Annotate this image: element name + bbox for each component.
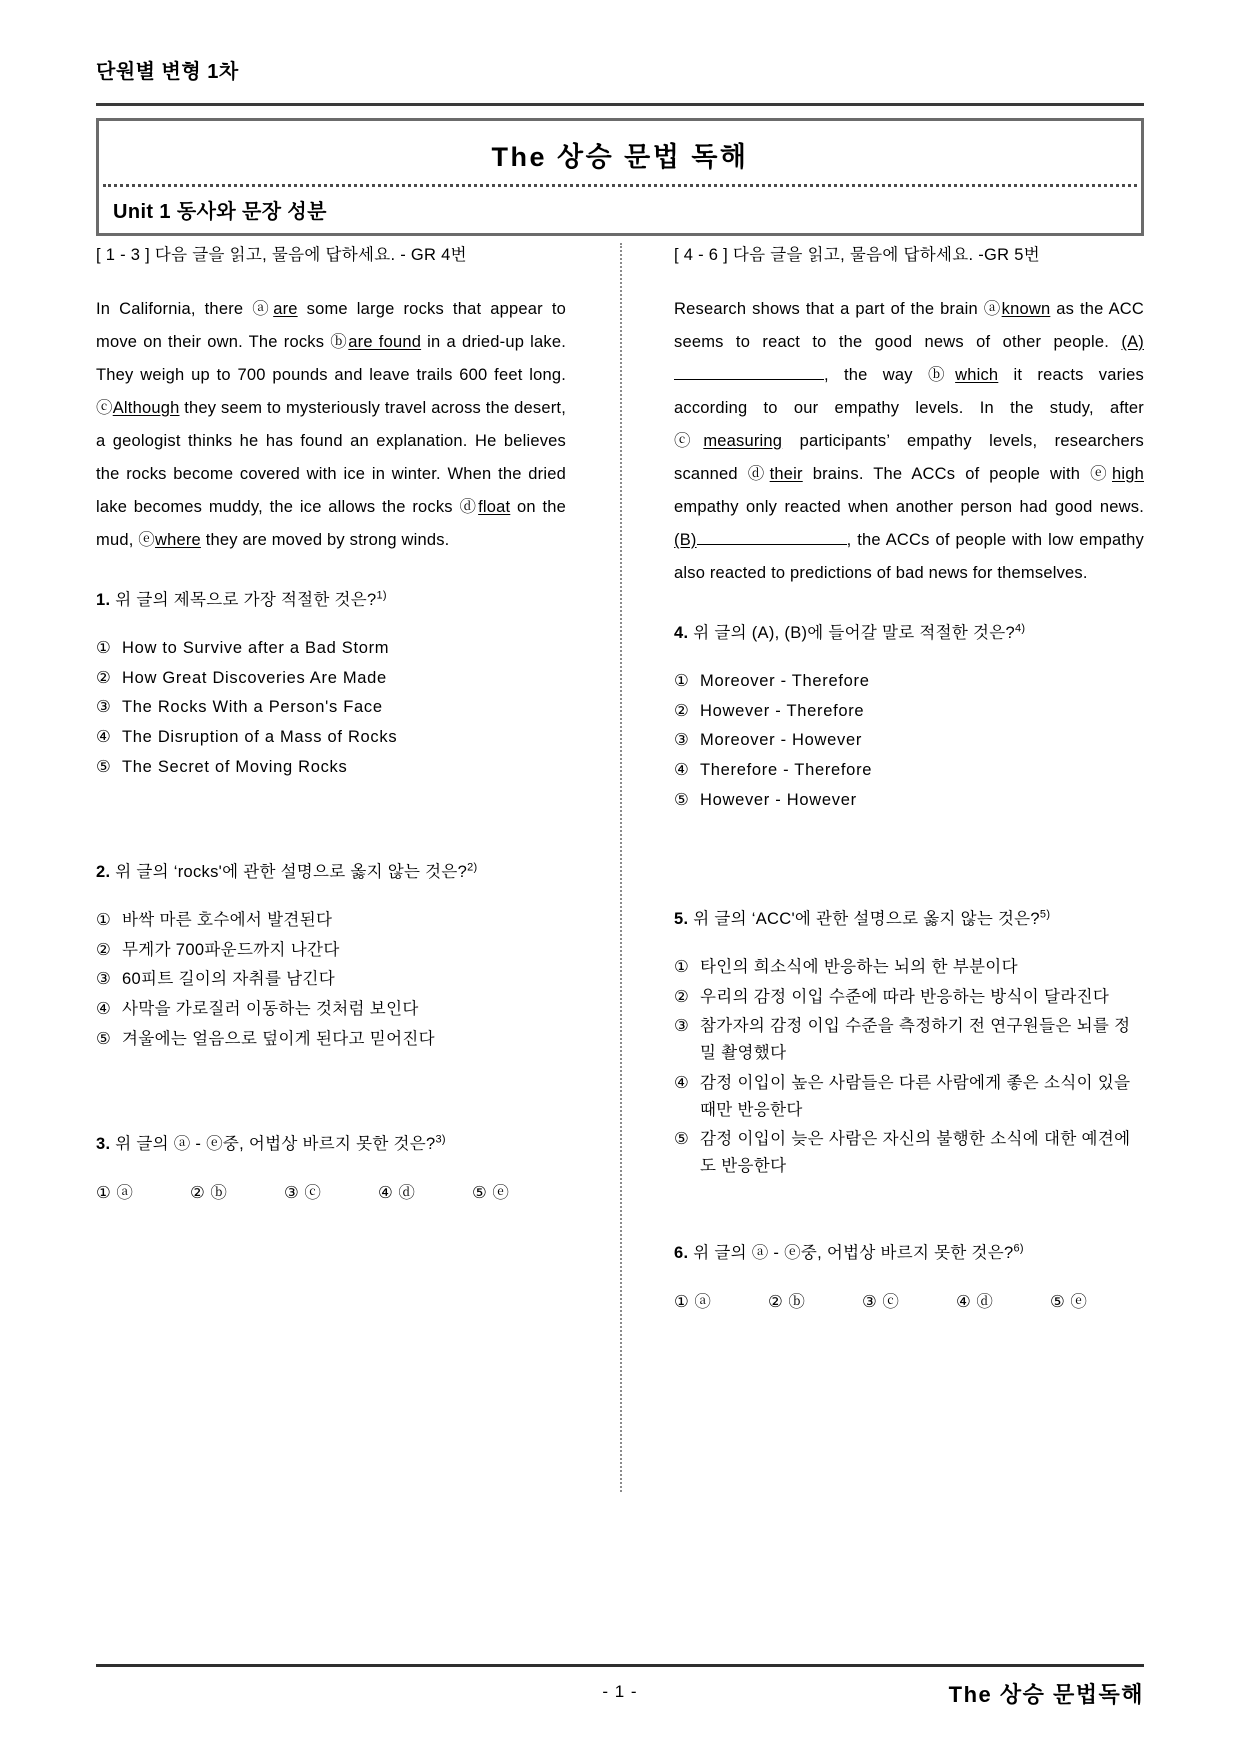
option-marker: ② xyxy=(674,701,690,720)
answer-choice[interactable]: ④ ⓓ xyxy=(956,1293,994,1312)
option-item[interactable] xyxy=(96,966,566,993)
question-number: 3. xyxy=(96,1134,111,1153)
option-item[interactable] xyxy=(96,665,566,692)
option-item[interactable] xyxy=(96,996,566,1023)
spacer xyxy=(674,1214,1144,1240)
option-marker: ① xyxy=(96,910,112,929)
left-column xyxy=(96,243,566,1223)
underlined-c: measuring xyxy=(703,431,783,450)
option-marker: ③ xyxy=(674,731,690,750)
passage-text: as the ACC seems to react to the good news of other people. xyxy=(674,299,1145,351)
header-label: 단원별 변형 1차 xyxy=(96,61,239,83)
answer-choice[interactable]: ⑤ ⓔ xyxy=(1050,1293,1088,1312)
page-number: - 1 - xyxy=(602,1682,638,1701)
option-label: The Secret of Moving Rocks xyxy=(122,757,348,776)
question-number: 1. xyxy=(96,590,111,609)
option-label: 겨울에는 얼음으로 덮이게 된다고 믿어진다 xyxy=(122,1029,435,1048)
option-marker: ③ xyxy=(96,970,112,989)
question-text: 위 글의 제목으로 가장 적절한 것은? xyxy=(110,590,377,609)
option-item[interactable] xyxy=(674,757,1144,784)
question-5-options xyxy=(674,954,1144,1180)
footnote-ref: 1) xyxy=(376,589,387,602)
option-marker: ④ xyxy=(674,1073,690,1092)
spacer xyxy=(96,815,566,859)
option-item[interactable] xyxy=(674,787,1144,814)
option-item[interactable] xyxy=(674,1126,1144,1179)
option-label: 감정 이입이 높은 사람들은 다른 사람에게 좋은 소식이 있을 때만 반응한다 xyxy=(700,1073,1131,1119)
option-marker: ③ xyxy=(96,698,112,717)
passage-text: In California, there xyxy=(96,299,253,318)
option-label: However - Therefore xyxy=(700,701,865,720)
option-marker: ④ xyxy=(96,1000,112,1019)
question-number: 4. xyxy=(674,623,689,642)
option-label: 무게가 700파운드까지 나간다 xyxy=(122,940,340,959)
option-marker: ⑤ xyxy=(96,757,112,776)
option-label: Moreover - Therefore xyxy=(700,671,870,690)
option-item[interactable] xyxy=(674,1070,1144,1123)
question-5-stem xyxy=(674,906,1144,932)
option-label: Therefore - Therefore xyxy=(700,761,873,780)
blank-b-line xyxy=(697,544,847,545)
question-number: 5. xyxy=(674,909,689,928)
question-6-stem xyxy=(674,1240,1144,1266)
footnote-ref: 5) xyxy=(1039,908,1051,921)
option-label: 우리의 감정 이입 수준에 따라 반응하는 방식이 달라진다 xyxy=(700,987,1110,1006)
option-label: The Rocks With a Person's Face xyxy=(122,698,383,717)
option-label: 참가자의 감정 이입 수준을 측정하기 전 연구원들은 뇌를 정밀 촬영했다 xyxy=(700,1017,1131,1063)
option-marker: ② xyxy=(96,940,112,959)
option-label: How Great Discoveries Are Made xyxy=(122,668,387,687)
answer-choice[interactable]: ④ ⓓ xyxy=(378,1183,416,1202)
passage-text: on the mud, xyxy=(96,497,567,549)
question-2-stem xyxy=(96,859,566,885)
blank-b-label: (B) xyxy=(674,530,697,549)
question-1-options xyxy=(96,635,566,781)
blank-a-line xyxy=(674,379,824,380)
option-marker: ① xyxy=(96,638,112,657)
question-text: 위 글의 ‘ACC'에 관한 설명으로 옳지 않는 것은? xyxy=(688,909,1040,928)
option-marker: ③ xyxy=(674,1017,690,1036)
right-instruction: [ 4 - 6 ] 다음 글을 읽고, 물음에 답하세요. -GR 5번 xyxy=(674,246,1040,264)
answer-choice[interactable]: ② ⓑ xyxy=(768,1293,806,1312)
passage-text: they seem to mysteriously travel across the desert, a geologist thinks he has found an explanation. He believes the rocks become covered with ice in winter. When the dried lake becomes muddy, the ice allows the rocks xyxy=(96,398,566,516)
footnote-ref: 3) xyxy=(435,1133,446,1146)
underlined-d: their xyxy=(769,464,803,483)
right-column xyxy=(674,243,1144,1332)
option-item[interactable] xyxy=(96,937,566,964)
underlined-b: are found xyxy=(348,332,422,351)
option-label: 바싹 마른 호수에서 발견된다 xyxy=(122,910,333,929)
answer-choice[interactable]: ⑤ ⓔ xyxy=(472,1183,510,1202)
answer-choice[interactable]: ② ⓑ xyxy=(190,1183,228,1202)
option-item[interactable] xyxy=(96,724,566,751)
marker-b: ⓑ xyxy=(330,332,349,351)
passage-text: some large rocks that appear to move on their own. The rocks xyxy=(96,299,566,351)
marker-e: ⓔ xyxy=(138,530,155,549)
underlined-e: where xyxy=(154,530,201,549)
option-marker: ① xyxy=(674,671,690,690)
option-label: Moreover - However xyxy=(700,731,863,750)
option-label: How to Survive after a Bad Storm xyxy=(122,638,390,657)
answer-choice[interactable]: ③ ⓒ xyxy=(284,1183,322,1202)
question-number: 6. xyxy=(674,1243,689,1262)
marker-a: ⓐ xyxy=(983,299,1002,318)
answer-choice[interactable]: ① ⓐ xyxy=(96,1183,134,1202)
option-item[interactable] xyxy=(674,954,1144,981)
left-instruction: [ 1 - 3 ] 다음 글을 읽고, 물음에 답하세요. - GR 4번 xyxy=(96,246,467,264)
page-title: The 상승 문법 독해 xyxy=(491,142,749,172)
marker-c: ⓒ xyxy=(674,431,704,450)
question-4-options xyxy=(674,668,1144,814)
marker-a: ⓐ xyxy=(252,299,274,318)
left-passage xyxy=(96,293,566,557)
underlined-c: Although xyxy=(112,398,180,417)
passage-text: participants’ empathy levels, researchers scanned xyxy=(674,431,1144,483)
underlined-e: high xyxy=(1112,464,1144,483)
footnote-ref: 2) xyxy=(467,861,478,874)
spacer xyxy=(674,848,1144,906)
question-text: 위 글의 ⓐ - ⓔ중, 어법상 바르지 못한 것은? xyxy=(688,1243,1014,1262)
underlined-a: known xyxy=(1001,299,1051,318)
option-item[interactable] xyxy=(674,668,1144,695)
unit-title: Unit 1 동사와 문장 성분 xyxy=(113,201,327,223)
option-label: 60피트 길이의 자취를 남긴다 xyxy=(122,970,336,989)
question-3-stem xyxy=(96,1131,566,1157)
passage-text: brains. The ACCs of people with xyxy=(802,464,1091,483)
question-2-options xyxy=(96,907,566,1053)
option-label: 감정 이입이 늦은 사람은 자신의 불행한 소식에 대한 예견에도 반응한다 xyxy=(700,1130,1131,1175)
option-item[interactable] xyxy=(96,1026,566,1053)
question-6-answer-row xyxy=(674,1288,1144,1312)
option-marker: ⑤ xyxy=(674,1130,690,1149)
option-item[interactable] xyxy=(674,984,1144,1011)
question-text: 위 글의 (A), (B)에 들어갈 말로 적절한 것은? xyxy=(688,623,1015,642)
option-item[interactable] xyxy=(96,635,566,662)
footnote-ref: 4) xyxy=(1014,622,1026,635)
question-1-stem xyxy=(96,587,566,613)
header-rule xyxy=(96,103,1144,106)
passage-text: , the ACCs of people with low empathy also reacted to predictions of bad news for themselves. xyxy=(674,530,1144,582)
spacer xyxy=(96,1087,566,1131)
marker-d: ⓓ xyxy=(747,464,770,483)
question-number: 2. xyxy=(96,862,111,881)
option-label: The Disruption of a Mass of Rocks xyxy=(122,728,398,747)
option-marker: ⑤ xyxy=(674,790,690,809)
underlined-b: which xyxy=(955,365,999,384)
option-label: 사막을 가로질러 이동하는 것처럼 보인다 xyxy=(122,1000,419,1019)
passage-text: they are moved by strong winds. xyxy=(200,530,450,549)
title-box xyxy=(96,118,1144,236)
column-divider xyxy=(620,243,622,1492)
answer-choice[interactable]: ③ ⓒ xyxy=(862,1293,900,1312)
question-text: 위 글의 ⓐ - ⓔ중, 어법상 바르지 못한 것은? xyxy=(110,1134,436,1153)
passage-text: empathy only reacted when another person had good news. xyxy=(674,497,1144,516)
option-item[interactable] xyxy=(674,727,1144,754)
option-marker: ④ xyxy=(96,728,112,747)
passage-text: in a dried-up lake. They weigh up to 700 pounds and leave trails 600 feet long. xyxy=(96,332,567,384)
passage-text: it reacts varies according to our empathy levels. In the study, after xyxy=(674,365,1144,417)
marker-b: ⓑ xyxy=(927,365,956,384)
option-marker: ② xyxy=(674,987,690,1006)
footer-rule xyxy=(96,1664,1144,1667)
question-4-stem xyxy=(674,620,1144,646)
passage-text: , the way xyxy=(824,365,928,384)
answer-choice[interactable]: ① ⓐ xyxy=(674,1293,712,1312)
option-item[interactable] xyxy=(674,1013,1144,1066)
option-item[interactable] xyxy=(96,754,566,781)
option-marker: ⑤ xyxy=(96,1029,112,1048)
option-marker: ② xyxy=(96,668,112,687)
footnote-ref: 6) xyxy=(1013,1242,1024,1255)
blank-a-label: (A) xyxy=(1121,332,1144,351)
right-passage xyxy=(674,293,1144,590)
question-text: 위 글의 ‘rocks'에 관한 설명으로 옳지 않는 것은? xyxy=(110,862,468,881)
underlined-d: float xyxy=(478,497,511,516)
option-label: 타인의 희소식에 반응하는 뇌의 한 부분이다 xyxy=(700,957,1018,976)
option-item[interactable] xyxy=(674,698,1144,725)
question-3-answer-row xyxy=(96,1179,566,1203)
option-marker: ① xyxy=(674,957,690,976)
option-item[interactable] xyxy=(96,694,566,721)
footer-brand: The 상승 문법독해 xyxy=(948,1682,1144,1707)
marker-d: ⓓ xyxy=(459,497,479,516)
marker-c: ⓒ xyxy=(96,398,113,417)
passage-text: Research shows that a part of the brain xyxy=(674,299,984,318)
underlined-a: are xyxy=(273,299,298,318)
marker-e: ⓔ xyxy=(1090,464,1112,483)
option-label: However - However xyxy=(700,790,857,809)
option-item[interactable] xyxy=(96,907,566,934)
option-marker: ④ xyxy=(674,761,690,780)
